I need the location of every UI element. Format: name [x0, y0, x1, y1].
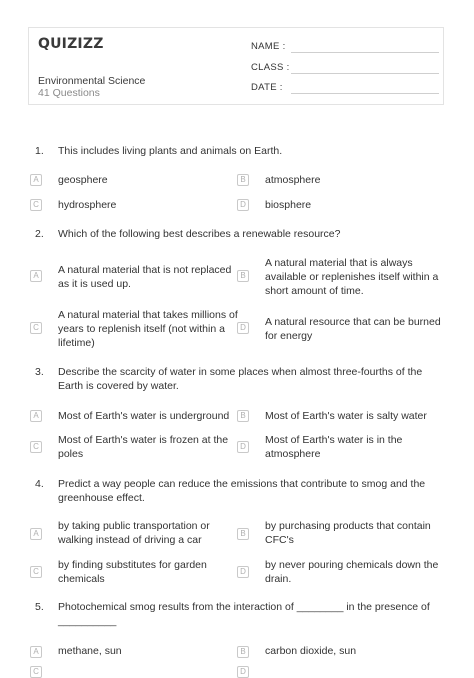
worksheet-subject: Environmental Science: [38, 75, 146, 87]
date-field-line[interactable]: [291, 93, 439, 94]
class-label: CLASS :: [251, 62, 290, 73]
name-field-line[interactable]: [291, 52, 439, 53]
worksheet-header: [28, 27, 444, 105]
option-text: Most of Earth's water is salty water: [265, 410, 427, 422]
option-text: A natural material that is always available or replenishes itself within a short amount of time.: [265, 257, 439, 297]
class-field-line[interactable]: [291, 73, 439, 74]
question-number: 3.: [35, 366, 44, 378]
question-count: 41 Questions: [38, 87, 100, 99]
option-letter-box[interactable]: B: [237, 174, 249, 186]
question-text: This includes living plants and animals on Earth.: [58, 145, 283, 157]
option-text: by finding substitutes for garden chemicals: [58, 559, 207, 585]
option-text: Most of Earth's water is frozen at the poles: [58, 434, 229, 460]
option-text: carbon dioxide, sun: [265, 645, 357, 657]
option-text: A natural resource that can be burned for energy: [265, 316, 441, 342]
quizizz-logo: QUIZIZZ: [38, 36, 104, 52]
option-letter-box[interactable]: B: [237, 270, 249, 282]
option-text: by taking public transportation or walking instead of driving a car: [58, 520, 210, 546]
name-label: NAME :: [251, 41, 286, 52]
option-text: Most of Earth's water is underground: [58, 410, 230, 422]
question-text: Which of the following best describes a renewable resource?: [58, 228, 341, 240]
option-letter-box[interactable]: C: [30, 566, 42, 578]
question-number: 1.: [35, 145, 44, 157]
option-letter-box[interactable]: A: [30, 410, 42, 422]
option-letter-box[interactable]: D: [237, 566, 249, 578]
option-letter-box[interactable]: C: [30, 666, 42, 678]
option-letter-box[interactable]: A: [30, 528, 42, 540]
option-letter-box[interactable]: A: [30, 646, 42, 658]
option-letter-box[interactable]: A: [30, 174, 42, 186]
option-text: A natural material that takes millions of years to replenish itself (not within a lifetime): [58, 309, 238, 349]
option-text: atmosphere: [265, 174, 321, 186]
question-text: Predict a way people can reduce the emissions that contribute to smog and the greenhouse effect.: [58, 478, 426, 504]
option-letter-box[interactable]: D: [237, 199, 249, 211]
option-letter-box[interactable]: B: [237, 410, 249, 422]
option-text: hydrosphere: [58, 199, 117, 211]
option-letter-box[interactable]: D: [237, 666, 249, 678]
option-text: A natural material that is not replaced as it is used up.: [58, 264, 232, 290]
option-text: by never pouring chemicals down the drain.: [265, 559, 439, 585]
option-letter-box[interactable]: B: [237, 646, 249, 658]
option-text: by purchasing products that contain CFC's: [265, 520, 431, 546]
option-letter-box[interactable]: A: [30, 270, 42, 282]
date-label: DATE :: [251, 82, 283, 93]
question-number: 4.: [35, 478, 44, 490]
option-letter-box[interactable]: C: [30, 441, 42, 453]
question-text: Photochemical smog results from the interaction of ________ in the presence of __________: [58, 601, 430, 627]
option-letter-box[interactable]: D: [237, 322, 249, 334]
option-letter-box[interactable]: D: [237, 441, 249, 453]
option-text: geosphere: [58, 174, 108, 186]
option-text: methane, sun: [58, 645, 122, 657]
question-number: 2.: [35, 228, 44, 240]
option-letter-box[interactable]: C: [30, 322, 42, 334]
option-text: biosphere: [265, 199, 312, 211]
option-text: Most of Earth's water is in the atmosphere: [265, 434, 403, 460]
question-number: 5.: [35, 601, 44, 613]
question-text: Describe the scarcity of water in some places when almost three-fourths of the Earth is covered by water.: [58, 366, 423, 392]
option-letter-box[interactable]: B: [237, 528, 249, 540]
option-letter-box[interactable]: C: [30, 199, 42, 211]
